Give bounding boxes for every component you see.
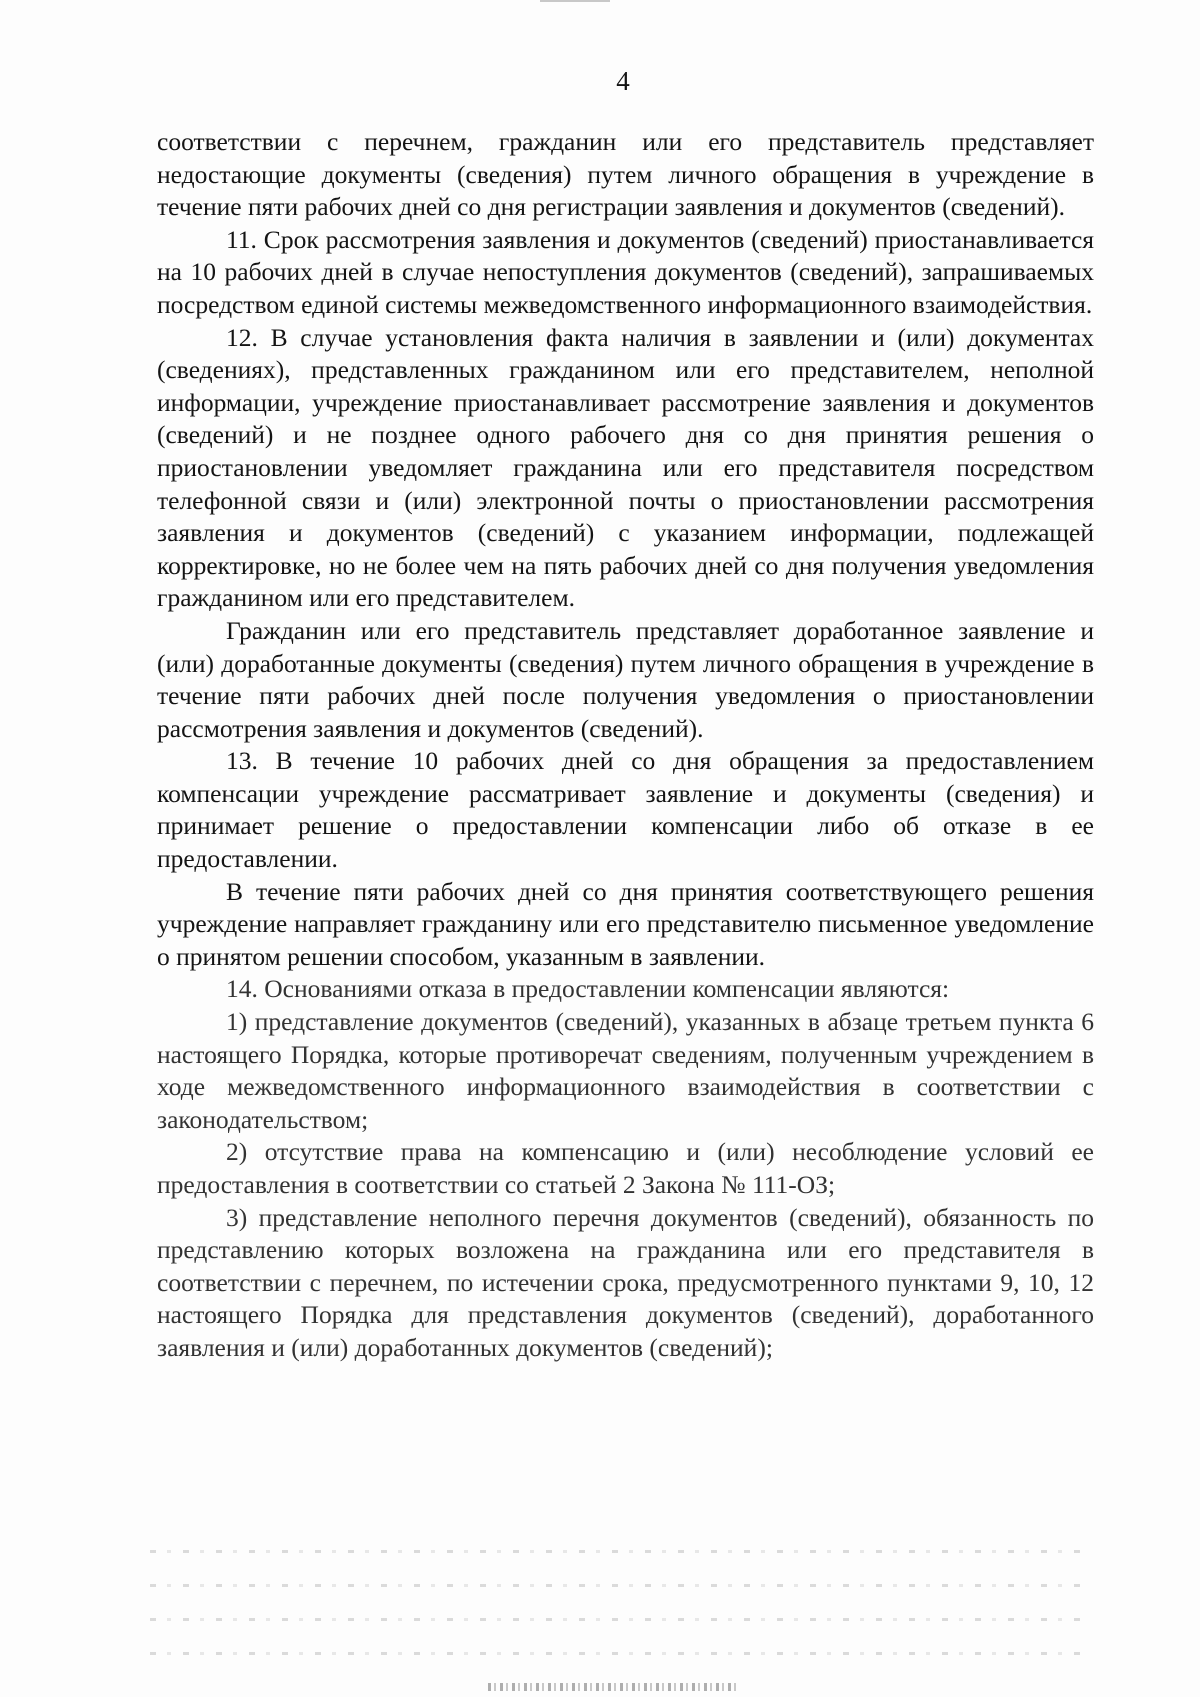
faded-scan-line	[150, 1618, 1090, 1621]
paragraph-notification: В течение пяти рабочих дней со дня принятия соответствующего решения учреждение направляет гражданину или его представителю письменное уведомление о принятом решении способом, указанным в заявлении.	[157, 876, 1094, 971]
faded-scan-line	[150, 1652, 1090, 1655]
faded-scan-line	[150, 1550, 1090, 1553]
list-item-2: 2) отсутствие права на компенсацию и (или) несоблюдение условий ее предоставления в соответствии со статьей 2 Закона № 111-ОЗ;	[157, 1137, 1094, 1199]
document-body	[157, 126, 1094, 1365]
scan-smudge	[488, 1683, 738, 1691]
paragraph-item-14: 14. Основаниями отказа в предоставлении компенсации являются:	[226, 974, 950, 1004]
faded-scan-line	[150, 1584, 1090, 1587]
list-item-3: 3) представление неполного перечня документов (сведений), обязанность по представлению которых возложена на гражданина или его представителя в соответствии с перечнем, по истечении срока, предусмотренного пунктами 9, 10, 12 настоящего Порядка для представления документов (сведений), доработанного заявления и (или) доработанных документов (сведений);	[157, 1202, 1094, 1362]
scan-edge-mark	[540, 0, 610, 2]
paragraph-continuation: соответствии с перечнем, гражданин или его представитель представляет недостающие документы (сведения) путем личного обращения в учреждение в течение пяти рабочих дней со дня регистрации заявления и документов (сведений).	[157, 127, 1094, 222]
paragraph-item-11: 11. Срок рассмотрения заявления и документов (сведений) приостанавливается на 10 рабочих дней в случае непоступления документов (сведений), запрашиваемых посредством единой системы межведомственного информационного взаимодействия.	[157, 224, 1094, 319]
paragraph-item-12: 12. В случае установления факта наличия в заявлении и (или) документах (сведениях), представленных гражданином или его представителем, неполной информации, учреждение приостанавливает рассмотрение заявления и документов (сведений) и не позднее одного рабочего дня со дня принятия решения о приостановлении уведомляет гражданина или его представителя посредством телефонной связи и (или) электронной почты о приостановлении рассмотрения заявления и документов (сведений) с указанием информации, подлежащей корректировке, но не более чем на пять рабочих дней со дня получения уведомления гражданином или его представителем.	[157, 322, 1094, 613]
page-number: 4	[616, 66, 630, 96]
paragraph-resubmission: Гражданин или его представитель представляет доработанное заявление и (или) доработанные документы (сведения) путем личного обращения в учреждение в течение пяти рабочих дней после получения уведомления о приостановлении рассмотрения заявления и документов (сведений).	[157, 615, 1094, 743]
paragraph-item-13: 13. В течение 10 рабочих дней со дня обращения за предоставлением компенсации учреждение рассматривает заявление и документы (сведения) и принимает решение о предоставлении компенсации либо об отказе в ее предоставлении.	[157, 746, 1094, 874]
list-item-1: 1) представление документов (сведений), указанных в абзаце третьем пункта 6 настоящего Порядка, которые противоречат сведениям, полученным учреждением в ходе межведомственного информационного взаимодействия в соответствии с законодательством;	[157, 1007, 1094, 1134]
